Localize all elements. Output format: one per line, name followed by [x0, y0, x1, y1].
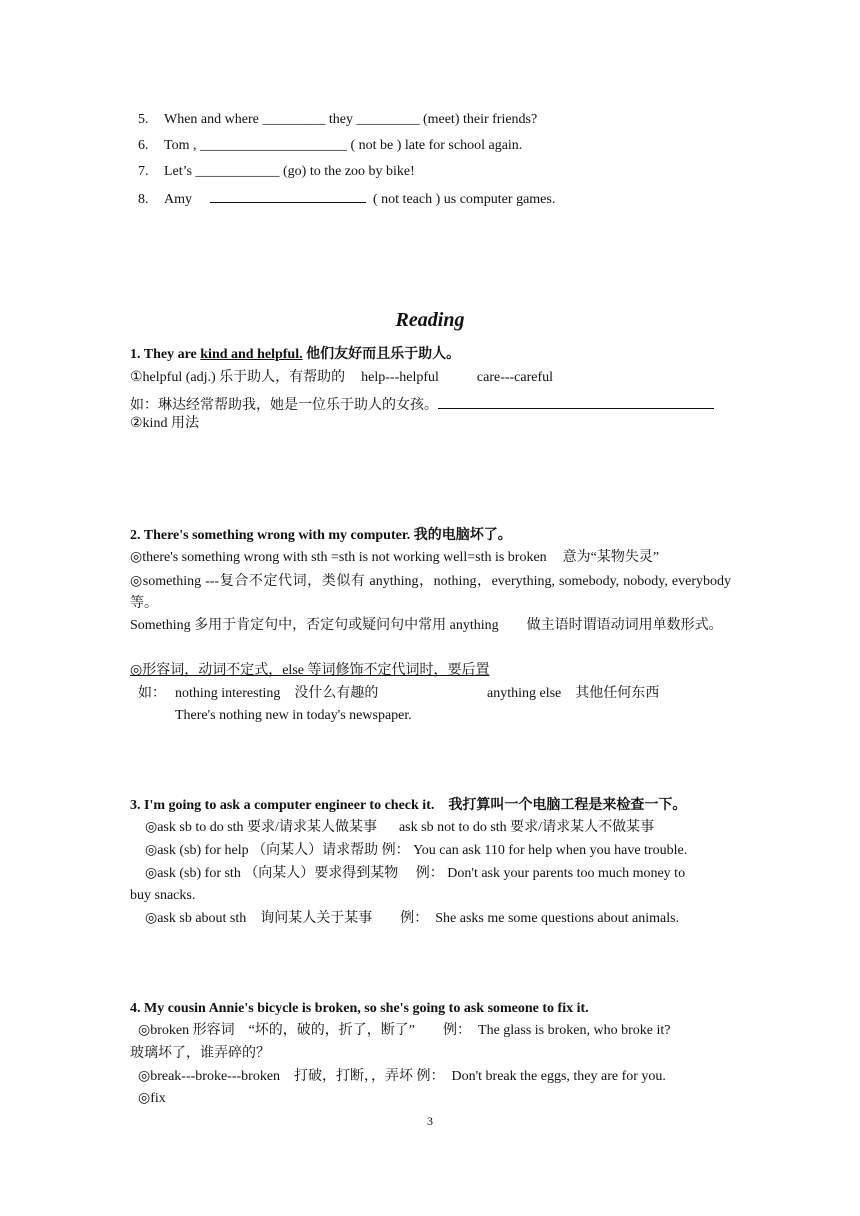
break-forms: ◎break---broke---broken 打破，打断，，弄坏 例： Don't break the eggs, they are for you.	[138, 1069, 666, 1084]
fix-note: ◎fix	[138, 1091, 166, 1106]
exercise-6-text: Tom , _____________________ ( not be ) late for school again.	[164, 138, 523, 153]
ask-for-help: ◎ask (sb) for help （向某人）请求帮助 例： You can ask 110 for help when you have trouble.	[145, 843, 688, 858]
exercise-8-post: ( not teach ) us computer games.	[373, 192, 556, 207]
broken-translation: 玻璃坏了，谁弄碎的？	[130, 1046, 270, 1061]
exercise-7: 7. Let’s ____________ (go) to the zoo by bike!	[138, 164, 415, 179]
example-anything-else: anything else 其他任何东西	[487, 686, 660, 701]
page-number: 3	[427, 1114, 433, 1128]
something-wrong-note: ◎there's something wrong with sth =sth is not working well=sth is broken 意为“某物失灵”	[130, 550, 660, 565]
reading-heading-2: 2. There's something wrong with my computer. 我的电脑坏了。	[130, 528, 512, 543]
ask-for-sth-cont: buy snacks.	[130, 888, 196, 903]
exercise-8: 8. Amy ( not teach ) us computer games.	[138, 188, 555, 210]
exercise-6: 6. Tom , _____________________ ( not be ) late for school again.	[138, 138, 523, 153]
ask-about: ◎ask sb about sth 询问某人关于某事 例： She asks me some questions about animals.	[145, 911, 680, 926]
reading-heading-4: 4. My cousin Annie's bicycle is broken, so she's going to ask someone to fix it.	[130, 1001, 589, 1016]
exercise-5: 5. When and where _________ they _________ (meet) their friends?	[138, 112, 538, 127]
something-usage-paragraph: Something 多用于肯定句中，否定句或疑问句中常用 anything 做主语时谓语动词用单数形式。	[130, 618, 723, 633]
example-row: 如：	[138, 686, 166, 701]
reading-heading-1: 1. They are kind and helpful. 他们友好而且乐于助人。	[130, 347, 461, 362]
ask-to-do: ◎ask sb to do sth 要求/请求某人做某事 ask sb not to do sth 要求/请求某人不做某事	[145, 820, 655, 835]
helpful-note: ①helpful (adj.) 乐于助人，有帮助的 help---helpful care---careful	[130, 370, 554, 385]
exercise-5-text: When and where _________ they _________ (meet) their friends?	[164, 112, 538, 127]
postposition-rule: ◎形容词，动词不定式，else 等词修饰不定代词时，要后置	[130, 663, 490, 678]
answer-blank	[438, 394, 714, 409]
section-title: Reading	[395, 309, 465, 331]
ask-for-sth: ◎ask (sb) for sth （向某人）要求得到某物 例： Don't ask your parents too much money to	[145, 866, 686, 881]
underlined-phrase: kind and helpful.	[200, 347, 303, 362]
exercise-8-pre: Amy	[164, 192, 192, 207]
something-paragraph: ◎something ---复合不定代词，类似有 anything，nothing，everything, somebody, nobody, everybody 等。	[130, 574, 731, 611]
exercise-7-text: Let’s ____________ (go) to the zoo by bike!	[164, 164, 415, 179]
broken-note: ◎broken 形容词 “坏的，破的，折了，断了” 例： The glass is broken, who broke it?	[138, 1023, 671, 1038]
answer-blank	[210, 188, 366, 203]
example-sentence: There's nothing new in today's newspaper.	[175, 708, 412, 723]
reading-heading-3: 3. I'm going to ask a computer engineer to check it. 我打算叫一个电脑工程是来检查一下。	[130, 798, 687, 813]
kind-usage: ②kind 用法	[130, 416, 199, 431]
example-nothing-interesting: nothing interesting 没什么有趣的	[175, 686, 379, 701]
example-line: 如：琳达经常帮助我，她是一位乐于助人的女孩。	[130, 394, 714, 416]
